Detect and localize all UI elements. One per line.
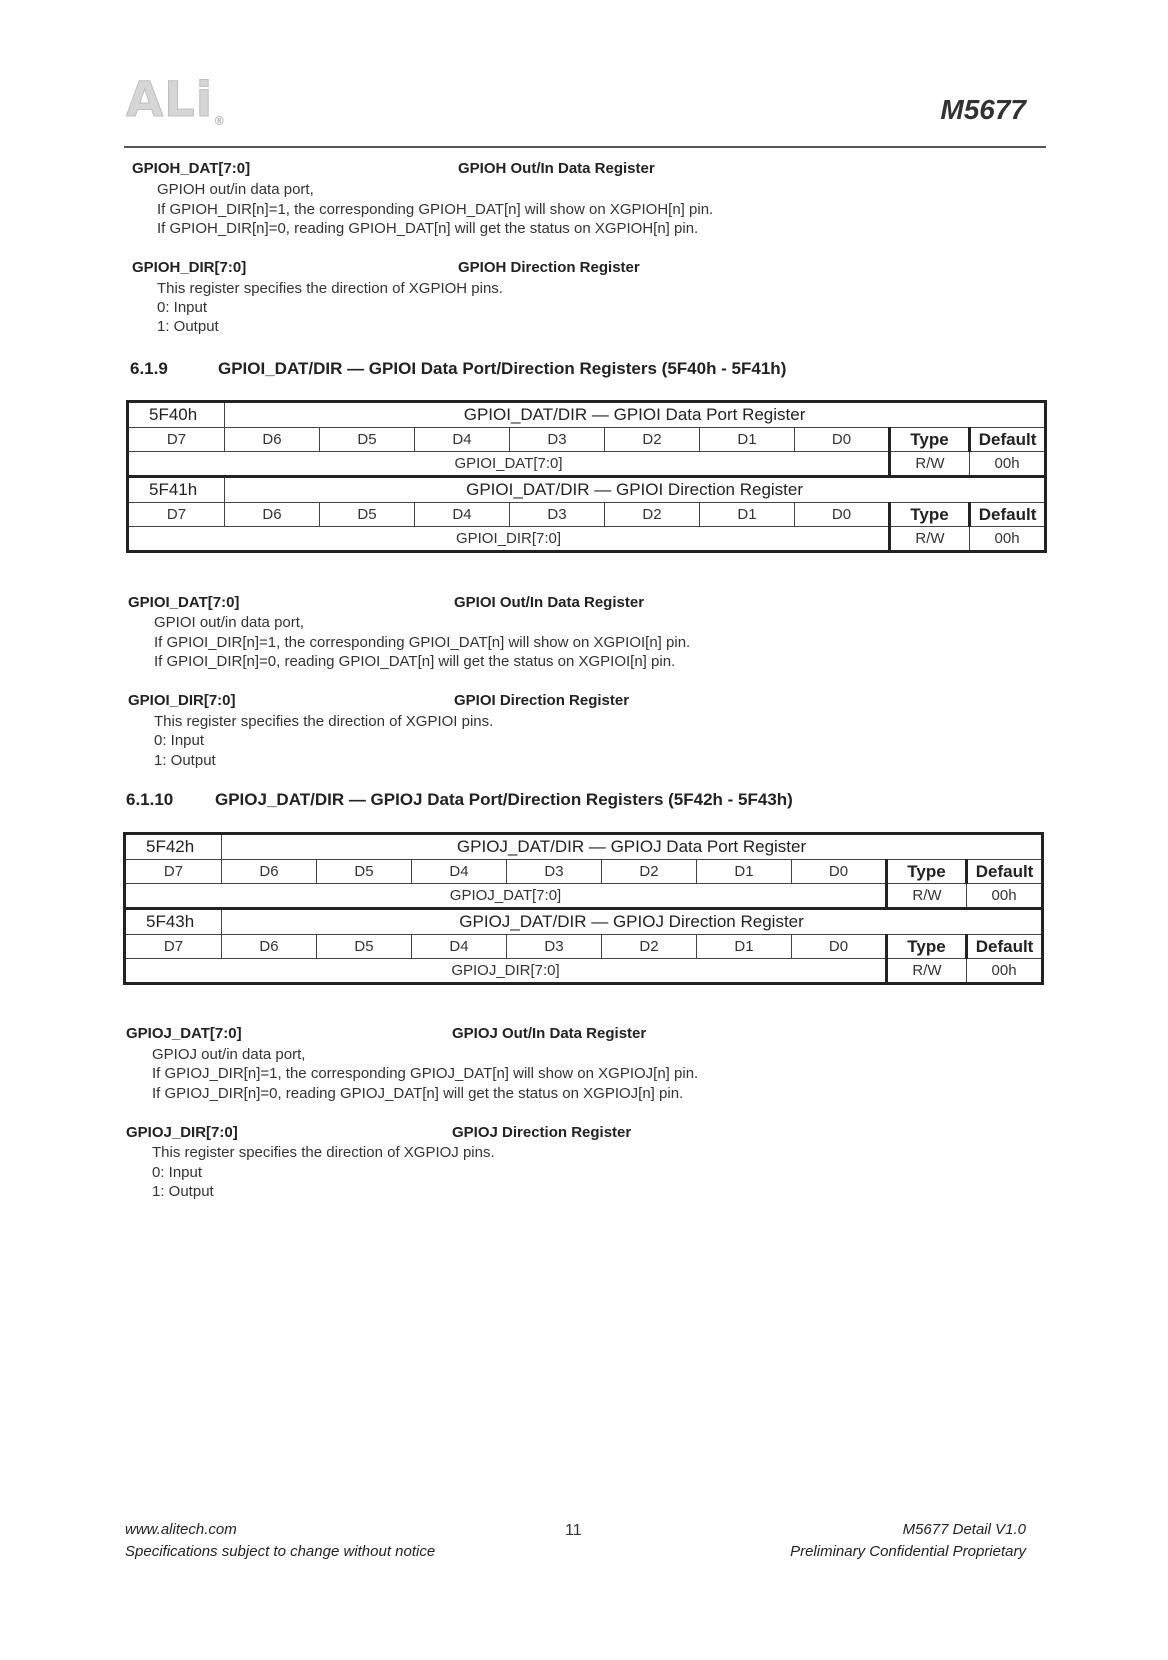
bit-label: D4: [415, 428, 510, 452]
footer-confidential: Preliminary Confidential Proprietary: [790, 1543, 1026, 1560]
bit-label: D3: [507, 935, 602, 959]
register-description: GPIOH Direction Register: [458, 259, 640, 276]
register-description: GPIOH Out/In Data Register: [458, 160, 655, 177]
footer-website: www.alitech.com: [125, 1521, 237, 1538]
register-description: GPIOI Out/In Data Register: [454, 594, 645, 611]
default-header: Default: [967, 860, 1043, 884]
register-address: 5F41h: [128, 477, 225, 503]
bit-label: D6: [222, 860, 317, 884]
type-value: R/W: [890, 452, 970, 477]
default-value: 00h: [970, 527, 1046, 552]
bit-label: D0: [792, 935, 887, 959]
field-name: GPIOJ_DAT[7:0]: [125, 884, 887, 909]
default-value: 00h: [970, 452, 1046, 477]
type-header: Type: [887, 860, 967, 884]
body-line: If GPIOJ_DIR[n]=0, reading GPIOJ_DAT[n] will get the status on XGPIOJ[n] pin.: [152, 1085, 684, 1102]
default-header: Default: [970, 503, 1046, 527]
bit-label: D4: [412, 935, 507, 959]
body-line: 0: Input: [154, 732, 205, 749]
body-line: GPIOH out/in data port,: [157, 181, 314, 198]
default-value: 00h: [967, 884, 1043, 909]
bit-label: D6: [222, 935, 317, 959]
body-line: GPIOI out/in data port,: [154, 614, 305, 631]
type-value: R/W: [890, 527, 970, 552]
bit-label: D3: [510, 428, 605, 452]
bit-label: D4: [412, 860, 507, 884]
bit-label: D1: [700, 428, 795, 452]
body-line: If GPIOI_DIR[n]=0, reading GPIOI_DAT[n] will get the status on XGPIOI[n] pin.: [154, 653, 676, 670]
register-address: 5F43h: [125, 909, 222, 935]
bit-label: D7: [125, 935, 222, 959]
bit-label: D7: [128, 503, 225, 527]
bit-label: D5: [320, 503, 415, 527]
body-line: If GPIOH_DIR[n]=0, reading GPIOH_DAT[n] will get the status on XGPIOH[n] pin.: [157, 220, 699, 237]
body-line: 0: Input: [152, 1164, 203, 1181]
register-title: GPIOI_DAT/DIR — GPIOI Direction Register: [225, 477, 1046, 503]
register-name: GPIOI_DIR[7:0]: [128, 692, 236, 709]
register-title: GPIOJ_DAT/DIR — GPIOJ Direction Register: [222, 909, 1043, 935]
register-name: GPIOJ_DAT[7:0]: [126, 1025, 242, 1042]
bit-label: D5: [317, 935, 412, 959]
register-title: GPIOI_DAT/DIR — GPIOI Data Port Register: [225, 402, 1046, 428]
bit-label: D7: [128, 428, 225, 452]
bit-label: D0: [795, 503, 890, 527]
body-line: This register specifies the direction of XGPIOH pins.: [157, 280, 503, 297]
bit-label: D1: [697, 860, 792, 884]
body-line: 1: Output: [157, 318, 219, 335]
footer-notice: Specifications subject to change without notice: [125, 1543, 436, 1560]
body-line: If GPIOI_DIR[n]=1, the corresponding GPIOI_DAT[n] will show on XGPIOI[n] pin.: [154, 634, 691, 651]
bit-label: D2: [602, 860, 697, 884]
body-line: If GPIOH_DIR[n]=1, the corresponding GPIOH_DAT[n] will show on XGPIOH[n] pin.: [157, 201, 714, 218]
register-address: 5F40h: [128, 402, 225, 428]
body-line: If GPIOJ_DIR[n]=1, the corresponding GPIOJ_DAT[n] will show on XGPIOJ[n] pin.: [152, 1065, 699, 1082]
header-rule: [124, 146, 1046, 148]
register-title: GPIOJ_DAT/DIR — GPIOJ Data Port Register: [222, 834, 1043, 860]
register-name: GPIOH_DIR[7:0]: [132, 259, 247, 276]
page-number: 11: [565, 1522, 582, 1539]
body-line: This register specifies the direction of XGPIOI pins.: [154, 713, 494, 730]
body-line: 0: Input: [157, 299, 208, 316]
section-number: 6.1.10: [126, 790, 174, 809]
bit-label: D2: [602, 935, 697, 959]
default-value: 00h: [967, 959, 1043, 984]
bit-label: D5: [320, 428, 415, 452]
bit-label: D7: [125, 860, 222, 884]
default-header: Default: [970, 428, 1046, 452]
bit-label: D6: [225, 428, 320, 452]
field-name: GPIOI_DAT[7:0]: [128, 452, 890, 477]
register-name: GPIOJ_DIR[7:0]: [126, 1124, 238, 1141]
section-number: 6.1.9: [130, 359, 168, 378]
bit-label: D3: [507, 860, 602, 884]
bit-label: D5: [317, 860, 412, 884]
register-name: GPIOH_DAT[7:0]: [132, 160, 251, 177]
register-table: [123, 832, 1044, 985]
body-line: 1: Output: [154, 752, 216, 769]
ali-logo: ALi®: [126, 72, 227, 128]
type-header: Type: [890, 428, 970, 452]
bit-label: D1: [697, 935, 792, 959]
bit-label: D4: [415, 503, 510, 527]
bit-label: D2: [605, 503, 700, 527]
type-header: Type: [887, 935, 967, 959]
bit-label: D3: [510, 503, 605, 527]
section-heading: GPIOI_DAT/DIR — GPIOI Data Port/Direction Registers (5F40h - 5F41h): [218, 359, 787, 378]
register-address: 5F42h: [125, 834, 222, 860]
default-header: Default: [967, 935, 1043, 959]
type-value: R/W: [887, 884, 967, 909]
bit-label: D0: [795, 428, 890, 452]
register-description: GPIOJ Direction Register: [452, 1124, 632, 1141]
body-line: GPIOJ out/in data port,: [152, 1046, 306, 1063]
field-name: GPIOJ_DIR[7:0]: [125, 959, 887, 984]
page-model-title: M5677: [940, 94, 1026, 125]
bit-label: D0: [792, 860, 887, 884]
type-header: Type: [890, 503, 970, 527]
bit-label: D6: [225, 503, 320, 527]
footer-doc-version: M5677 Detail V1.0: [902, 1521, 1026, 1538]
type-value: R/W: [887, 959, 967, 984]
register-name: GPIOI_DAT[7:0]: [128, 594, 240, 611]
body-line: 1: Output: [152, 1183, 214, 1200]
register-description: GPIOI Direction Register: [454, 692, 630, 709]
register-description: GPIOJ Out/In Data Register: [452, 1025, 647, 1042]
bit-label: D2: [605, 428, 700, 452]
register-table: [126, 400, 1047, 553]
bit-label: D1: [700, 503, 795, 527]
body-line: This register specifies the direction of XGPIOJ pins.: [152, 1144, 495, 1161]
field-name: GPIOI_DIR[7:0]: [128, 527, 890, 552]
section-heading: GPIOJ_DAT/DIR — GPIOJ Data Port/Direction Registers (5F42h - 5F43h): [215, 790, 793, 809]
